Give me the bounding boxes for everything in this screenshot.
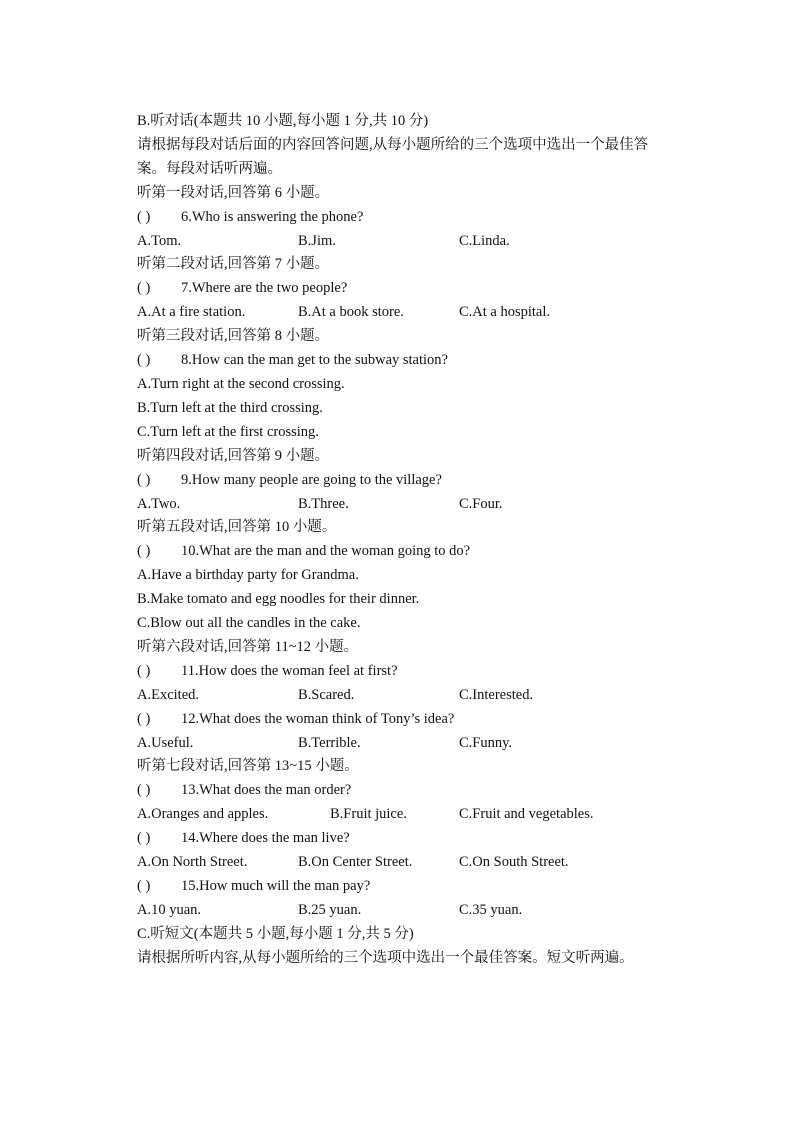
question-number: 15	[181, 878, 196, 894]
answer-blank[interactable]: ( )	[137, 471, 151, 488]
answer-blank[interactable]: ( )	[137, 280, 151, 297]
options-row	[137, 493, 677, 517]
answer-blank[interactable]: ( )	[137, 662, 151, 679]
options-row	[137, 899, 677, 923]
question-number: 13	[181, 782, 196, 799]
dialogue-prompt: 听第一段对话,回答第 6 小题。	[137, 184, 330, 201]
question-text: Who is answering the phone?	[191, 208, 364, 225]
option-b[interactable]: B.Scared.	[298, 686, 355, 703]
question-text: Where are the two people?	[191, 280, 348, 297]
option-b[interactable]: B.On Center Street.	[298, 854, 413, 871]
question-6: ( ) 6.Who is answering the phone?	[137, 206, 677, 230]
question-number: 10	[181, 543, 196, 560]
dialogue-prompt: 听第四段对话,回答第 9 小题。	[137, 447, 330, 464]
question-number: 6	[181, 208, 189, 225]
question-text: Where does the man live?	[199, 830, 350, 847]
answer-blank[interactable]: ( )	[137, 782, 151, 799]
question-number: 9	[181, 471, 189, 488]
option-c[interactable]: C.Interested.	[459, 686, 534, 703]
options-row	[137, 732, 677, 756]
section-c-instruction: 请根据所听内容,从每小题所给的三个选项中选出一个最佳答案。短文听两遍。	[137, 949, 634, 966]
option-b[interactable]: B.Fruit juice.	[330, 806, 407, 823]
question-number: 11	[181, 662, 195, 679]
option-b[interactable]: B.Terrible.	[298, 734, 361, 751]
options-row	[137, 851, 677, 875]
question-number: 12	[181, 710, 196, 727]
option-c[interactable]: C.Fruit and vegetables.	[459, 806, 594, 823]
options-row	[137, 301, 677, 325]
option-c[interactable]: C.On South Street.	[459, 854, 569, 871]
option-a[interactable]: A.10 yuan.	[137, 901, 202, 918]
exam-page	[137, 110, 677, 971]
dialogue-prompt: 听第六段对话,回答第 11~12 小题。	[137, 638, 359, 655]
question-8: ( ) 8.How can the man get to the subway station?	[137, 349, 677, 373]
question-13: ( ) 13.What does the man order?	[137, 779, 677, 803]
question-number: 7	[181, 280, 189, 297]
question-text: How does the woman feel at first?	[198, 662, 398, 679]
question-text: What does the woman think of Tony’s idea?	[199, 710, 455, 727]
option-a[interactable]: A.Have a birthday party for Grandma.	[137, 567, 359, 584]
question-9: ( ) 9.How many people are going to the village?	[137, 469, 677, 493]
dialogue-prompt: 听第七段对话,回答第 13~15 小题。	[137, 758, 359, 775]
question-number: 14	[181, 830, 196, 847]
option-c[interactable]: C.Four.	[459, 495, 503, 512]
question-14: ( ) 14.Where does the man live?	[137, 827, 677, 851]
option-b[interactable]: B.Jim.	[298, 232, 336, 249]
question-text: What are the man and the woman going to do?	[199, 543, 471, 560]
option-a[interactable]: A.Turn right at the second crossing.	[137, 375, 345, 392]
option-c[interactable]: C.Blow out all the candles in the cake.	[137, 615, 361, 632]
option-a[interactable]: A.Excited.	[137, 686, 200, 703]
option-a[interactable]: A.Useful.	[137, 734, 194, 751]
options-row	[137, 803, 677, 827]
section-b-title: B.听对话(本题共 10 小题,每小题 1 分,共 10 分)	[137, 113, 429, 129]
option-a[interactable]: A.Two.	[137, 495, 181, 512]
option-b[interactable]: B.Turn left at the third crossing.	[137, 399, 323, 416]
answer-blank[interactable]: ( )	[137, 830, 151, 847]
section-c-title: C.听短文(本题共 5 小题,每小题 1 分,共 5 分)	[137, 925, 414, 942]
option-a[interactable]: A.On North Street.	[137, 854, 248, 871]
option-a[interactable]: A.At a fire station.	[137, 304, 246, 321]
question-11: ( ) 11.How does the woman feel at first?	[137, 660, 677, 684]
option-c[interactable]: C.At a hospital.	[459, 304, 551, 321]
option-b[interactable]: B.Three.	[298, 495, 349, 512]
question-12: ( ) 12.What does the woman think of Tony’s idea?	[137, 708, 677, 732]
option-c[interactable]: C.Turn left at the first crossing.	[137, 423, 319, 440]
option-b[interactable]: B.Make tomato and egg noodles for their dinner.	[137, 591, 420, 608]
question-text: What does the man order?	[199, 782, 352, 799]
dialogue-blocks	[137, 182, 677, 923]
option-b[interactable]: B.At a book store.	[298, 304, 404, 321]
question-text: How much will the man pay?	[199, 878, 371, 894]
option-c[interactable]: C.35 yuan.	[459, 901, 523, 918]
options-row	[137, 684, 677, 708]
question-text: How can the man get to the subway station?	[191, 352, 448, 369]
option-c[interactable]: C.Linda.	[459, 232, 510, 249]
answer-blank[interactable]: ( )	[137, 352, 151, 369]
question-10: ( ) 10.What are the man and the woman going to do?	[137, 540, 677, 564]
option-b[interactable]: B.25 yuan.	[298, 901, 362, 918]
answer-blank[interactable]: ( )	[137, 543, 151, 560]
option-a[interactable]: A.Tom.	[137, 232, 182, 249]
answer-blank[interactable]: ( )	[137, 710, 151, 727]
options-row	[137, 230, 677, 254]
question-text: How many people are going to the village?	[191, 471, 442, 488]
question-number: 8	[181, 352, 189, 369]
dialogue-prompt: 听第二段对话,回答第 7 小题。	[137, 256, 330, 273]
section-b-instruction: 请根据每段对话后面的内容回答问题,从每小题所给的三个选项中选出一个最佳答案。每段对话听两遍。	[137, 136, 649, 177]
dialogue-prompt: 听第三段对话,回答第 8 小题。	[137, 328, 330, 345]
question-15: ( ) 15.How much will the man pay?	[137, 875, 677, 899]
option-a[interactable]: A.Oranges and apples.	[137, 806, 269, 823]
option-c[interactable]: C.Funny.	[459, 734, 513, 751]
question-7: ( ) 7.Where are the two people?	[137, 277, 677, 301]
dialogue-prompt: 听第五段对话,回答第 10 小题。	[137, 519, 337, 536]
answer-blank[interactable]: ( )	[137, 878, 151, 894]
answer-blank[interactable]: ( )	[137, 208, 151, 225]
